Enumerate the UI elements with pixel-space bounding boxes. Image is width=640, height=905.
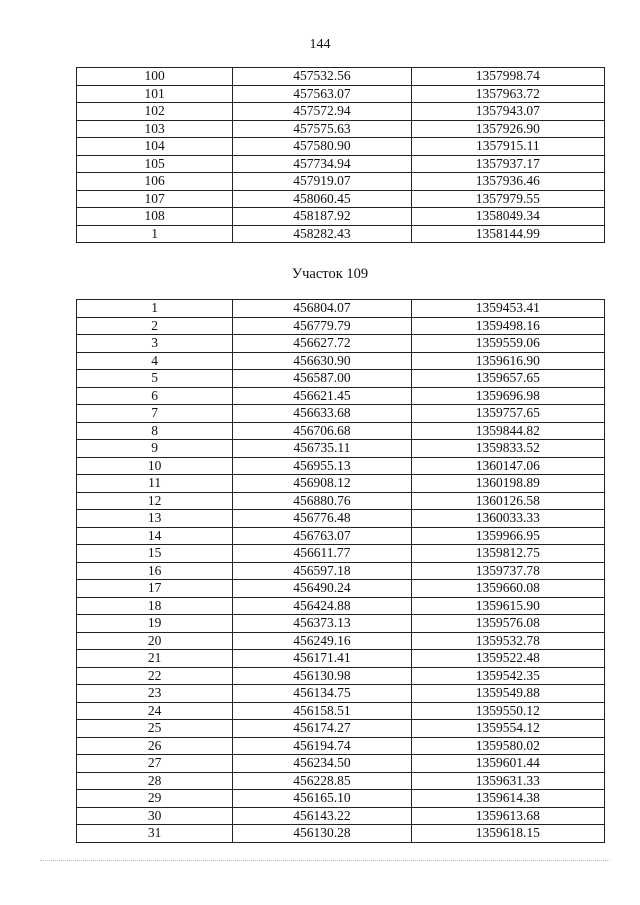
y-coordinate-cell: 1359618.15 — [411, 825, 604, 843]
x-coordinate-cell: 456165.10 — [233, 790, 411, 808]
x-coordinate-cell: 456228.85 — [233, 772, 411, 790]
table-row — [77, 562, 605, 580]
x-coordinate-cell: 457563.07 — [233, 85, 411, 103]
table-row — [77, 120, 605, 138]
y-coordinate-cell: 1359657.65 — [411, 370, 604, 388]
table-row — [77, 492, 605, 510]
coordinates-table-continued — [76, 67, 605, 243]
point-number-cell: 30 — [77, 807, 233, 825]
table-row — [77, 597, 605, 615]
x-coordinate-cell: 457580.90 — [233, 138, 411, 156]
x-coordinate-cell: 456134.75 — [233, 685, 411, 703]
y-coordinate-cell: 1359737.78 — [411, 562, 604, 580]
y-coordinate-cell: 1357979.55 — [411, 190, 604, 208]
point-number-cell: 25 — [77, 720, 233, 738]
point-number-cell: 31 — [77, 825, 233, 843]
point-number-cell: 19 — [77, 615, 233, 633]
y-coordinate-cell: 1359812.75 — [411, 545, 604, 563]
x-coordinate-cell: 456955.13 — [233, 457, 411, 475]
x-coordinate-cell: 458187.92 — [233, 208, 411, 226]
x-coordinate-cell: 456249.16 — [233, 632, 411, 650]
table-row — [77, 580, 605, 598]
y-coordinate-cell: 1359550.12 — [411, 702, 604, 720]
y-coordinate-cell: 1359549.88 — [411, 685, 604, 703]
y-coordinate-cell: 1359966.95 — [411, 527, 604, 545]
table-row — [77, 807, 605, 825]
y-coordinate-cell: 1359601.44 — [411, 755, 604, 773]
point-number-cell: 12 — [77, 492, 233, 510]
point-number-cell: 15 — [77, 545, 233, 563]
scan-artifact-line — [40, 860, 610, 863]
x-coordinate-cell: 456143.22 — [233, 807, 411, 825]
point-number-cell: 105 — [77, 155, 233, 173]
y-coordinate-cell: 1359613.68 — [411, 807, 604, 825]
x-coordinate-cell: 456779.79 — [233, 317, 411, 335]
table-row — [77, 225, 605, 243]
point-number-cell: 23 — [77, 685, 233, 703]
coordinates-table-body — [77, 68, 605, 243]
y-coordinate-cell: 1359559.06 — [411, 335, 604, 353]
table-row — [77, 440, 605, 458]
x-coordinate-cell: 456373.13 — [233, 615, 411, 633]
y-coordinate-cell: 1360126.58 — [411, 492, 604, 510]
table-row — [77, 68, 605, 86]
point-number-cell: 11 — [77, 475, 233, 493]
point-number-cell: 102 — [77, 103, 233, 121]
x-coordinate-cell: 456597.18 — [233, 562, 411, 580]
point-number-cell: 4 — [77, 352, 233, 370]
y-coordinate-cell: 1358144.99 — [411, 225, 604, 243]
x-coordinate-cell: 456234.50 — [233, 755, 411, 773]
x-coordinate-cell: 456611.77 — [233, 545, 411, 563]
y-coordinate-cell: 1359453.41 — [411, 300, 604, 318]
y-coordinate-cell: 1360147.06 — [411, 457, 604, 475]
y-coordinate-cell: 1359542.35 — [411, 667, 604, 685]
page-number: 144 — [309, 37, 331, 52]
point-number-cell: 6 — [77, 387, 233, 405]
point-number-cell: 108 — [77, 208, 233, 226]
x-coordinate-cell: 456880.76 — [233, 492, 411, 510]
y-coordinate-cell: 1359696.98 — [411, 387, 604, 405]
y-coordinate-cell: 1359498.16 — [411, 317, 604, 335]
table-row — [77, 208, 605, 226]
table-row — [77, 317, 605, 335]
x-coordinate-cell: 456706.68 — [233, 422, 411, 440]
table-row — [77, 755, 605, 773]
table-row — [77, 335, 605, 353]
y-coordinate-cell: 1359757.65 — [411, 405, 604, 423]
point-number-cell: 27 — [77, 755, 233, 773]
table-row — [77, 475, 605, 493]
point-number-cell: 103 — [77, 120, 233, 138]
x-coordinate-cell: 456804.07 — [233, 300, 411, 318]
point-number-cell: 18 — [77, 597, 233, 615]
table-row — [77, 650, 605, 668]
y-coordinate-cell: 1359580.02 — [411, 737, 604, 755]
table-row — [77, 85, 605, 103]
table-row — [77, 510, 605, 528]
table-row — [77, 527, 605, 545]
table-row — [77, 155, 605, 173]
x-coordinate-cell: 456130.98 — [233, 667, 411, 685]
y-coordinate-cell: 1357998.74 — [411, 68, 604, 86]
y-coordinate-cell: 1358049.34 — [411, 208, 604, 226]
coordinates-table-body — [77, 300, 605, 843]
point-number-cell: 24 — [77, 702, 233, 720]
y-coordinate-cell: 1359833.52 — [411, 440, 604, 458]
y-coordinate-cell: 1359631.33 — [411, 772, 604, 790]
x-coordinate-cell: 456424.88 — [233, 597, 411, 615]
table-row — [77, 457, 605, 475]
point-number-cell: 2 — [77, 317, 233, 335]
y-coordinate-cell: 1357926.90 — [411, 120, 604, 138]
table-row — [77, 720, 605, 738]
table-row — [77, 190, 605, 208]
y-coordinate-cell: 1357943.07 — [411, 103, 604, 121]
y-coordinate-cell: 1360033.33 — [411, 510, 604, 528]
coordinates-table-plot-109 — [76, 299, 605, 843]
x-coordinate-cell: 457919.07 — [233, 173, 411, 191]
table-row — [77, 667, 605, 685]
point-number-cell: 9 — [77, 440, 233, 458]
y-coordinate-cell: 1359615.90 — [411, 597, 604, 615]
y-coordinate-cell: 1359522.48 — [411, 650, 604, 668]
x-coordinate-cell: 456158.51 — [233, 702, 411, 720]
x-coordinate-cell: 457532.56 — [233, 68, 411, 86]
point-number-cell: 10 — [77, 457, 233, 475]
point-number-cell: 21 — [77, 650, 233, 668]
x-coordinate-cell: 457572.94 — [233, 103, 411, 121]
table-row — [77, 138, 605, 156]
table-row — [77, 737, 605, 755]
table-row — [77, 103, 605, 121]
table-row — [77, 405, 605, 423]
point-number-cell: 100 — [77, 68, 233, 86]
y-coordinate-cell: 1357937.17 — [411, 155, 604, 173]
x-coordinate-cell: 456130.28 — [233, 825, 411, 843]
point-number-cell: 1 — [77, 225, 233, 243]
x-coordinate-cell: 457575.63 — [233, 120, 411, 138]
point-number-cell: 26 — [77, 737, 233, 755]
y-coordinate-cell: 1359554.12 — [411, 720, 604, 738]
point-number-cell: 104 — [77, 138, 233, 156]
table-row — [77, 772, 605, 790]
table-row — [77, 825, 605, 843]
x-coordinate-cell: 456174.27 — [233, 720, 411, 738]
table-row — [77, 615, 605, 633]
x-coordinate-cell: 457734.94 — [233, 155, 411, 173]
table-row — [77, 545, 605, 563]
table-row — [77, 173, 605, 191]
y-coordinate-cell: 1357915.11 — [411, 138, 604, 156]
point-number-cell: 3 — [77, 335, 233, 353]
x-coordinate-cell: 456194.74 — [233, 737, 411, 755]
point-number-cell: 13 — [77, 510, 233, 528]
table-row — [77, 790, 605, 808]
table-row — [77, 370, 605, 388]
point-number-cell: 17 — [77, 580, 233, 598]
y-coordinate-cell: 1360198.89 — [411, 475, 604, 493]
y-coordinate-cell: 1359614.38 — [411, 790, 604, 808]
x-coordinate-cell: 458060.45 — [233, 190, 411, 208]
y-coordinate-cell: 1359616.90 — [411, 352, 604, 370]
point-number-cell: 28 — [77, 772, 233, 790]
point-number-cell: 20 — [77, 632, 233, 650]
point-number-cell: 107 — [77, 190, 233, 208]
point-number-cell: 14 — [77, 527, 233, 545]
point-number-cell: 7 — [77, 405, 233, 423]
y-coordinate-cell: 1359532.78 — [411, 632, 604, 650]
point-number-cell: 5 — [77, 370, 233, 388]
x-coordinate-cell: 456587.00 — [233, 370, 411, 388]
y-coordinate-cell: 1359576.08 — [411, 615, 604, 633]
x-coordinate-cell: 456776.48 — [233, 510, 411, 528]
table-row — [77, 300, 605, 318]
table-row — [77, 685, 605, 703]
point-number-cell: 1 — [77, 300, 233, 318]
x-coordinate-cell: 456630.90 — [233, 352, 411, 370]
y-coordinate-cell: 1359660.08 — [411, 580, 604, 598]
point-number-cell: 29 — [77, 790, 233, 808]
x-coordinate-cell: 456627.72 — [233, 335, 411, 353]
y-coordinate-cell: 1357936.46 — [411, 173, 604, 191]
x-coordinate-cell: 456621.45 — [233, 387, 411, 405]
table-row — [77, 422, 605, 440]
x-coordinate-cell: 456171.41 — [233, 650, 411, 668]
y-coordinate-cell: 1359844.82 — [411, 422, 604, 440]
x-coordinate-cell: 458282.43 — [233, 225, 411, 243]
section-title: Участок 109 — [291, 266, 369, 282]
point-number-cell: 106 — [77, 173, 233, 191]
point-number-cell: 16 — [77, 562, 233, 580]
point-number-cell: 8 — [77, 422, 233, 440]
table-row — [77, 702, 605, 720]
x-coordinate-cell: 456735.11 — [233, 440, 411, 458]
point-number-cell: 22 — [77, 667, 233, 685]
table-row — [77, 352, 605, 370]
point-number-cell: 101 — [77, 85, 233, 103]
x-coordinate-cell: 456908.12 — [233, 475, 411, 493]
x-coordinate-cell: 456490.24 — [233, 580, 411, 598]
table-row — [77, 387, 605, 405]
x-coordinate-cell: 456633.68 — [233, 405, 411, 423]
y-coordinate-cell: 1357963.72 — [411, 85, 604, 103]
x-coordinate-cell: 456763.07 — [233, 527, 411, 545]
table-row — [77, 632, 605, 650]
